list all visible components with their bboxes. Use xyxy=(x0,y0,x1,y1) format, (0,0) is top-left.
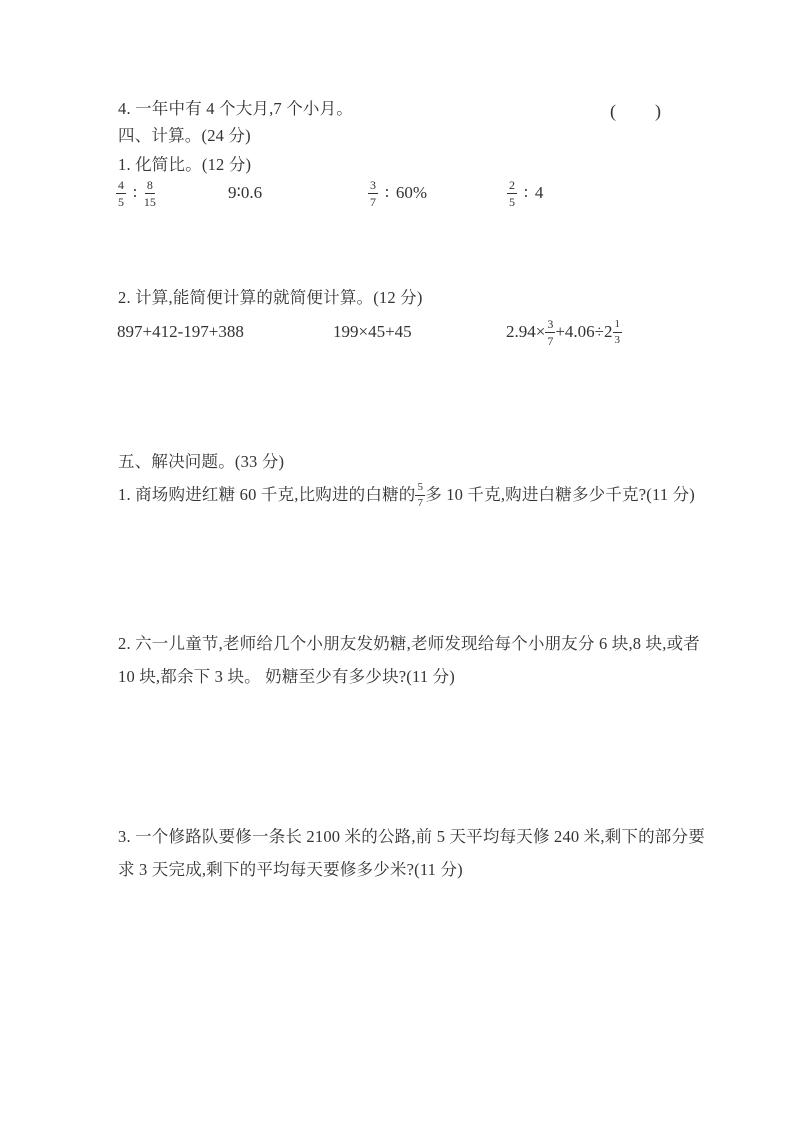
fraction-numerator: 2 xyxy=(509,177,515,192)
fraction-denominator: 7 xyxy=(547,333,554,348)
ratio-exercise-1 xyxy=(116,176,156,210)
word-problem-3-line1: 3. 一个修路队要修一条长 2100 米的公路,前 5 天平均每天修 240 米,剩下的部分要 xyxy=(118,827,705,846)
fraction-denominator: 5 xyxy=(118,194,124,209)
fraction-denominator: 5 xyxy=(509,194,515,209)
fraction xyxy=(368,179,378,208)
fraction-numerator: 5 xyxy=(415,482,425,496)
ratio-colon: ∶ xyxy=(133,185,137,202)
word-problem-2-line2: 10 块,都余下 3 块。 奶糖至少有多少块?(11 分) xyxy=(118,667,456,686)
word-problem-2-line1: 2. 六一儿童节,老师给几个小朋友发奶糖,老师发现给每个小朋友分 6 块,8 块,或者 xyxy=(118,634,700,653)
compute-expression-2: 199×45+45 xyxy=(333,322,412,341)
fraction-denominator: 3 xyxy=(614,333,621,346)
answer-parentheses: ( ) xyxy=(610,101,662,121)
section-title-calculation: 四、计算。(24 分) xyxy=(118,126,251,145)
section-title-problem-solving: 五、解决问题。(33 分) xyxy=(118,452,285,471)
expression-prefix: 2.94× xyxy=(506,322,546,341)
mixed-number-fraction xyxy=(613,319,623,346)
fraction xyxy=(144,179,156,208)
ratio-right-term: 4 xyxy=(534,183,544,202)
ratio-colon: ∶ xyxy=(385,185,389,202)
problem-text: 1. 商场购进红糖 60 千克,比购进的白糖的 xyxy=(118,485,416,505)
fraction xyxy=(545,318,555,347)
judge-item-text: 4. 一年中有 4 个大月,7 个小月。 xyxy=(118,99,353,118)
ratio-right-term: 60% xyxy=(395,183,428,202)
subsection-title-compute: 2. 计算,能简便计算的就简便计算。(12 分) xyxy=(118,288,423,307)
subsection-title-simplify-ratio: 1. 化简比。(12 分) xyxy=(118,155,252,174)
ratio-exercise-3 xyxy=(368,176,427,210)
fraction-denominator: 7 xyxy=(370,194,376,209)
ratio-colon: ∶ xyxy=(524,185,528,202)
ratio-exercise-4 xyxy=(507,176,543,210)
compute-expression-3 xyxy=(506,312,622,352)
word-problem-3-line2: 求 3 天完成,剩下的平均每天要修多少米?(11 分) xyxy=(118,860,463,879)
compute-expression-1: 897+412-197+388 xyxy=(117,322,244,341)
word-problem-1 xyxy=(118,476,695,514)
fraction-numerator: 3 xyxy=(370,177,376,192)
fraction-denominator: 7 xyxy=(417,496,424,509)
ratio-exercise-2 xyxy=(228,176,262,210)
fraction xyxy=(507,179,517,208)
fraction-numerator: 8 xyxy=(146,177,153,192)
expression-middle: +4.06÷2 xyxy=(555,322,613,341)
fraction-numerator: 1 xyxy=(613,319,623,333)
inline-fraction xyxy=(415,482,425,509)
ratio-expression: 9∶0.6 xyxy=(228,183,263,202)
problem-text: 多 10 千克,购进白糖多少千克?(11 分) xyxy=(425,485,695,505)
fraction xyxy=(116,179,126,208)
fraction-numerator: 3 xyxy=(547,316,554,331)
fraction-numerator: 4 xyxy=(118,177,124,192)
fraction-denominator: 15 xyxy=(143,194,156,209)
